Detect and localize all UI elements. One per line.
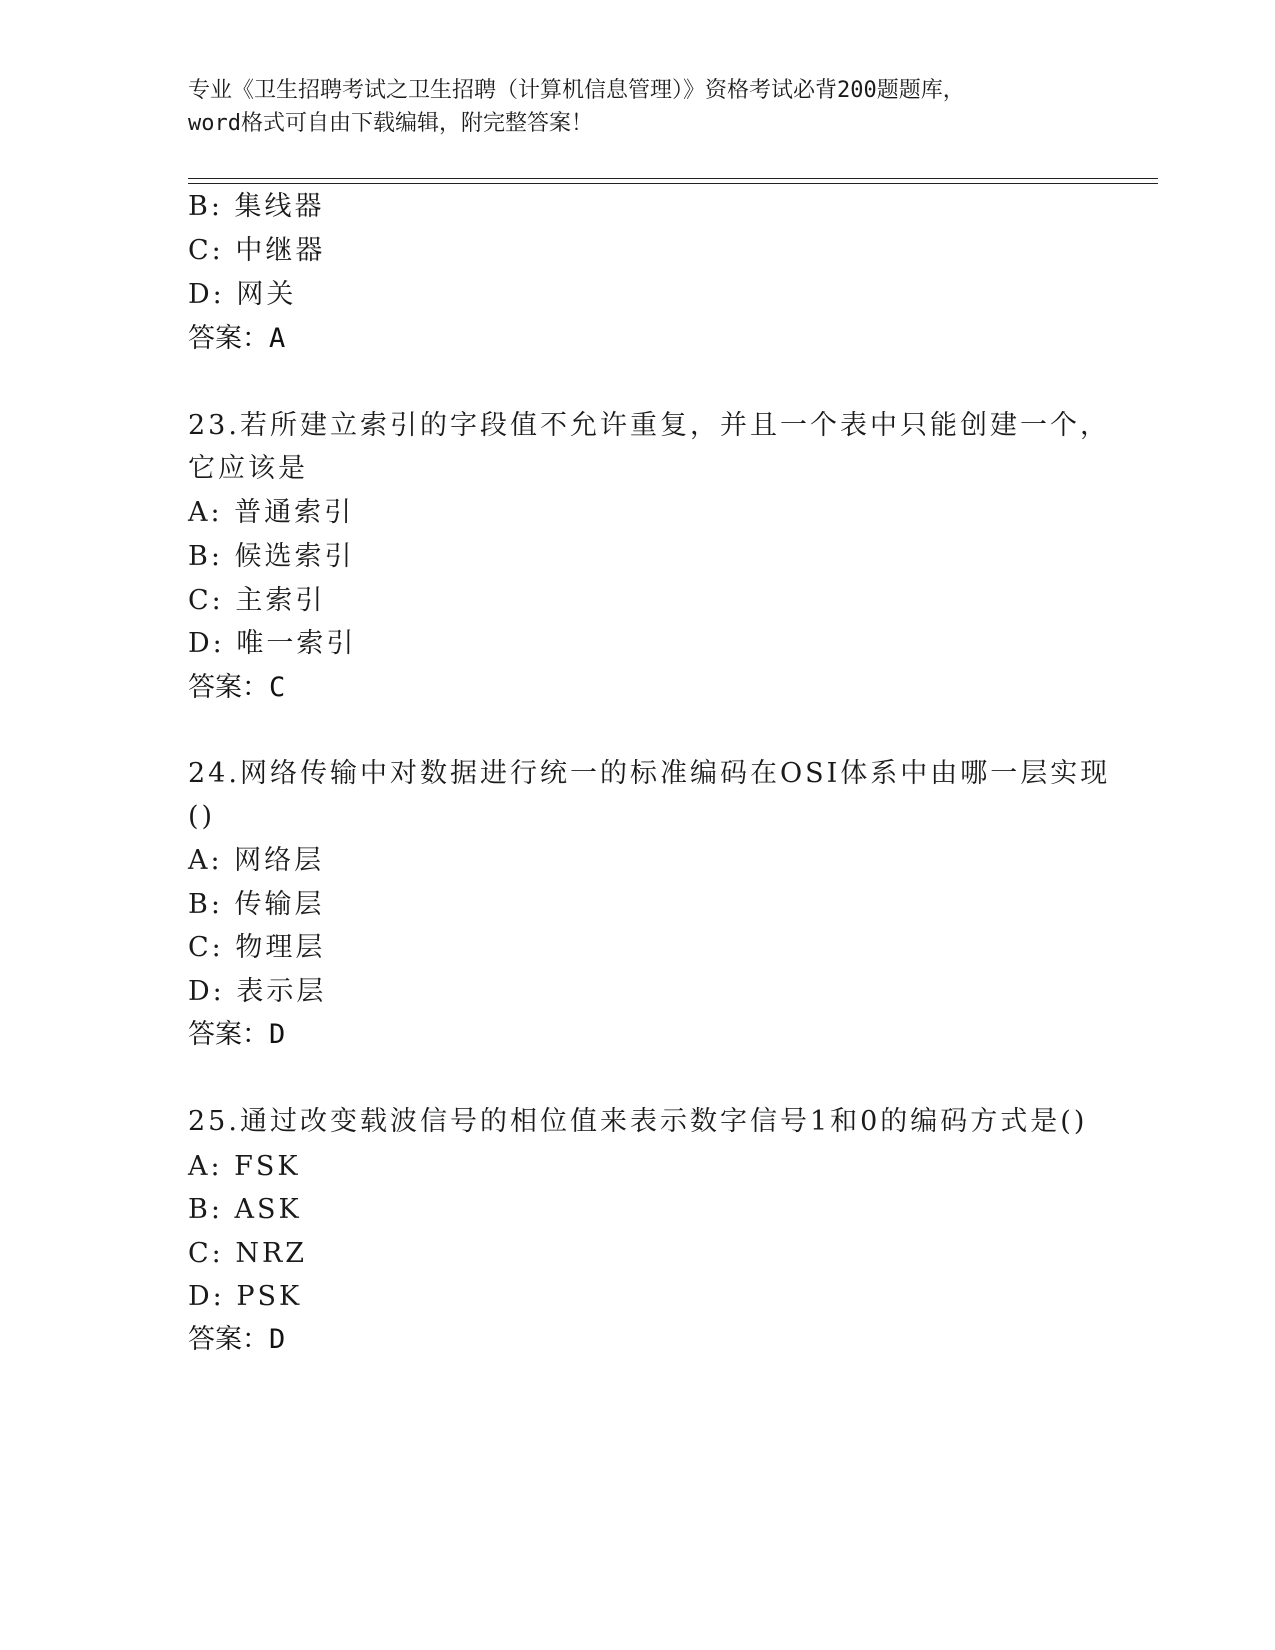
q25-option-d: D: PSK <box>188 1281 303 1312</box>
q23-option-c: C: 主索引 <box>188 585 326 616</box>
header-divider-bottom <box>188 183 1158 184</box>
q24-answer: 答案：D <box>188 1019 286 1050</box>
prev-option-b: B: 集线器 <box>188 191 325 222</box>
prev-option-c: C: 中继器 <box>188 235 326 266</box>
q23-answer: 答案：C <box>188 672 286 703</box>
q24-stem-line-1: 24.网络传输中对数据进行统一的标准编码在OSI体系中由哪一层实现 <box>188 758 1111 789</box>
q24-option-a: A: 网络层 <box>188 845 325 876</box>
q23-option-d: D: 唯一索引 <box>188 628 357 659</box>
q24-option-c: C: 物理层 <box>188 932 326 963</box>
header-divider-top <box>188 178 1158 179</box>
q23-stem-line-1: 23.若所建立索引的字段值不允许重复，并且一个表中只能创建一个， <box>188 410 1110 441</box>
prev-option-d: D: 网关 <box>188 279 297 310</box>
q25-option-c: C: NRZ <box>188 1238 308 1269</box>
q24-option-d: D: 表示层 <box>188 976 327 1007</box>
q25-option-a: A: FSK <box>188 1151 301 1182</box>
q23-option-a: A: 普通索引 <box>188 497 355 528</box>
prev-answer: 答案：A <box>188 323 286 354</box>
q25-option-b: B: ASK <box>188 1194 302 1225</box>
q24-option-b: B: 传输层 <box>188 889 325 920</box>
q24-stem-line-2: () <box>188 801 216 832</box>
q23-option-b: B: 候选索引 <box>188 541 355 572</box>
q25-answer: 答案：D <box>188 1324 286 1355</box>
header-title-line-1: 专业《卫生招聘考试之卫生招聘（计算机信息管理）》资格考试必背200题题库， <box>188 78 965 103</box>
header-title-line-2: word格式可自由下载编辑，附完整答案！ <box>188 111 593 136</box>
q25-stem-line-1: 25.通过改变载波信号的相位值来表示数字信号1和0的编码方式是() <box>188 1106 1088 1137</box>
document-header <box>188 74 1088 140</box>
q23-stem-line-2: 它应该是 <box>188 453 308 484</box>
